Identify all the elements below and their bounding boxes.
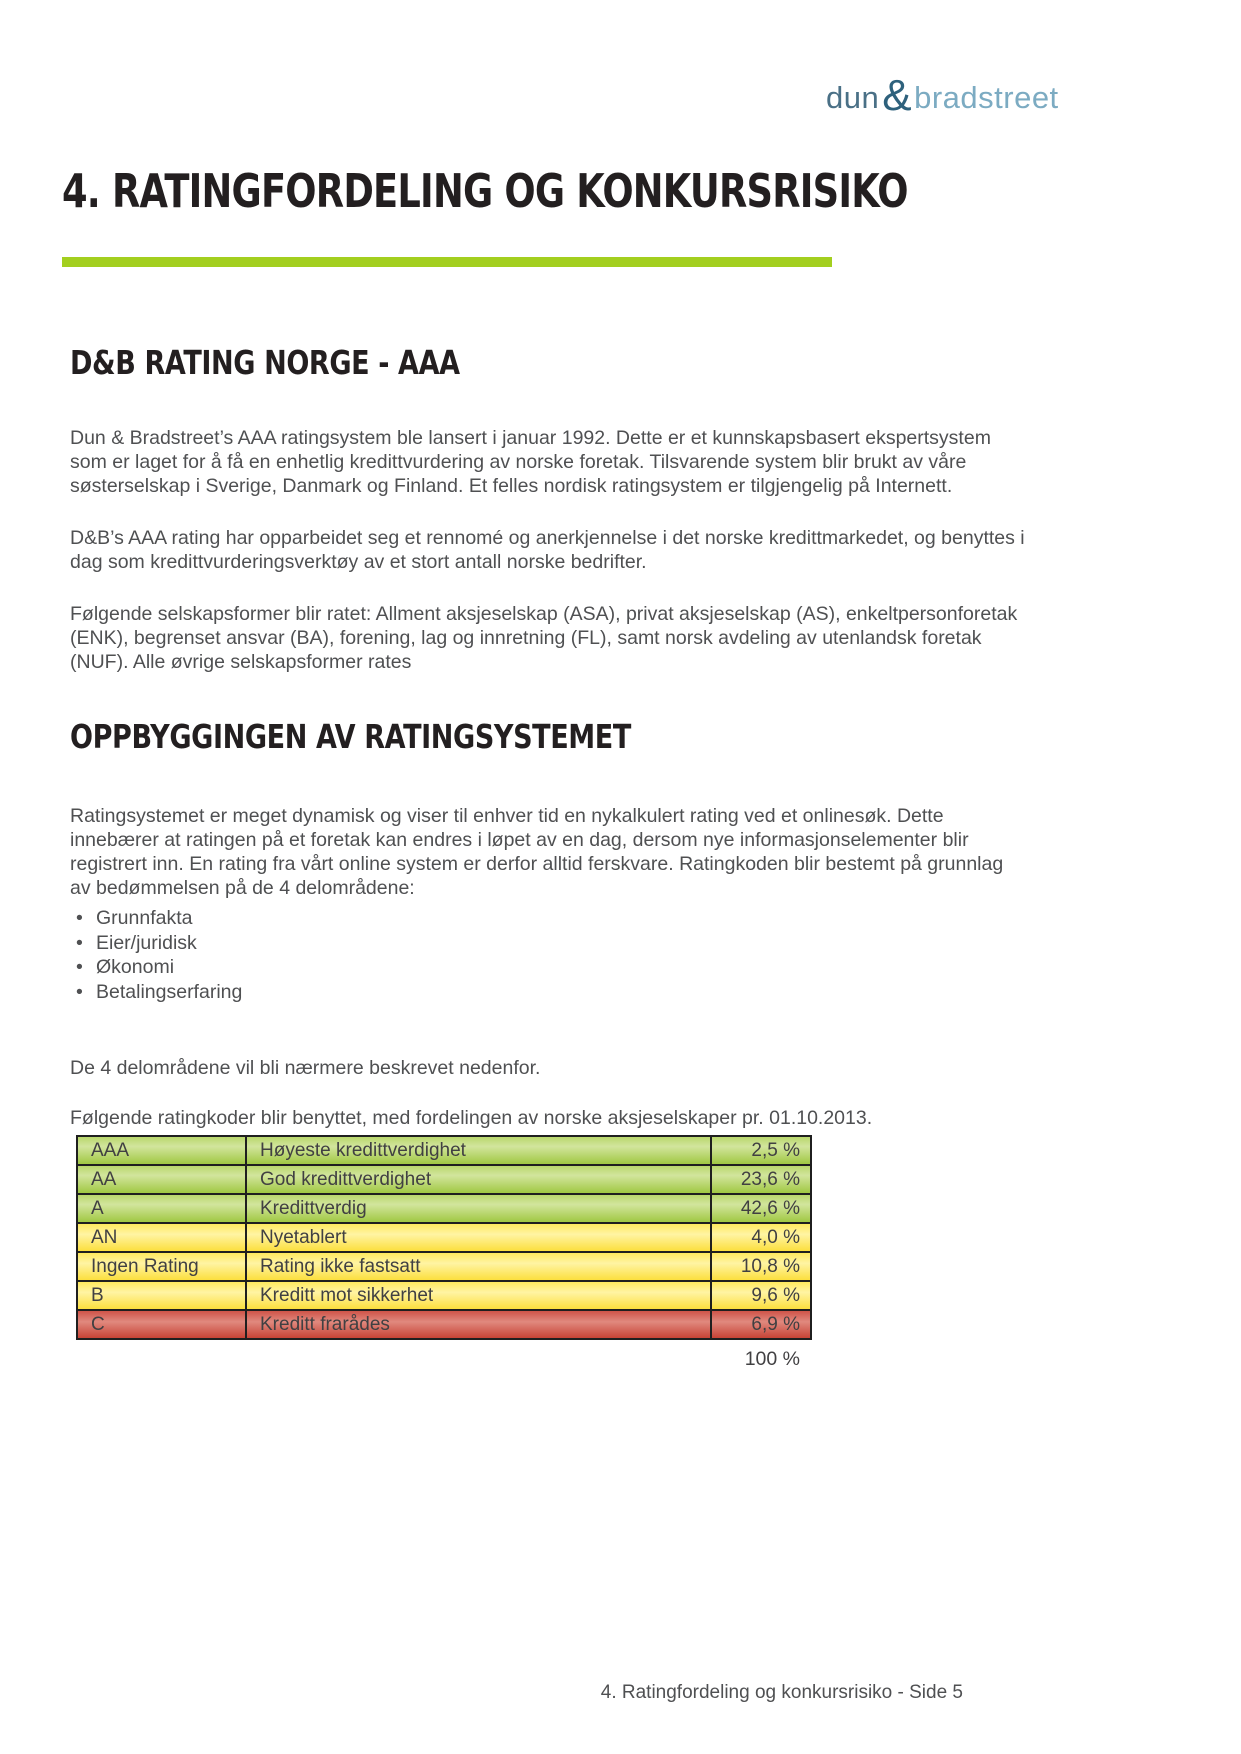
rating-description-cell: Nyetablert — [246, 1223, 711, 1252]
rating-share-cell: 2,5 % — [711, 1136, 811, 1165]
bullet-label: Grunnfakta — [96, 907, 193, 929]
table-row — [77, 1165, 811, 1194]
rating-share-cell: 9,6 % — [711, 1281, 811, 1310]
bullet-icon: • — [76, 981, 83, 1004]
list-item — [76, 906, 242, 931]
bullet-list — [76, 906, 242, 1005]
rating-description-cell: Kredittverdig — [246, 1194, 711, 1223]
rating-description-cell: Kreditt mot sikkerhet — [246, 1281, 711, 1310]
rating-share-cell: 10,8 % — [711, 1252, 811, 1281]
rating-code-cell: AAA — [77, 1136, 246, 1165]
rating-share-cell: 42,6 % — [711, 1194, 811, 1223]
table-row — [77, 1252, 811, 1281]
rating-code-cell: AN — [77, 1223, 246, 1252]
logo-word-bradstreet: bradstreet — [914, 80, 1059, 115]
rating-description-cell: Kreditt frarådes — [246, 1310, 711, 1339]
logo-word-dun: dun — [826, 80, 880, 115]
section-heading-ratingsystem: OPPBYGGINGEN AV RATINGSYSTEMET — [70, 717, 631, 756]
paragraph-system-dynamic: Ratingsystemet er meget dynamisk og viser til enhver tid en nykalkulert rating ved et onlinesøk. Dette innebærer at ratingen på et foretak kan endres i løpet av en dag, dersom nye informasjonselementer blir registrert inn. En rating fra vårt online system er derfor alltid ferskvare. Ratingkoden blir bestemt på grunnlag av bedømmelsen på de 4 delområdene: — [70, 804, 1004, 899]
ampersand-icon: & — [882, 71, 913, 120]
rating-description-cell: God kredittverdighet — [246, 1165, 711, 1194]
table-row — [77, 1223, 811, 1252]
paragraph-company-forms: Følgende selskapsformer blir ratet: Allment aksjeselskap (ASA), privat aksjeselskap (AS), enkeltpersonforetak (ENK), begrenset ansvar (BA), forening, lag og innretning (FL), samt norsk avdeling av utenlandsk foretak (NUF). Alle øvrige selskapsformer rates — [70, 602, 1018, 673]
rating-description-cell: Høyeste kredittverdighet — [246, 1136, 711, 1165]
bullet-icon: • — [76, 956, 83, 979]
table-row — [77, 1281, 811, 1310]
table-row — [77, 1310, 811, 1339]
page-title: 4. RATINGFORDELING OG KONKURSRISIKO — [62, 164, 908, 218]
rating-code-cell: C — [77, 1310, 246, 1339]
page-footer: 4. Ratingfordeling og konkursrisiko - Side 5 — [600, 1682, 963, 1703]
rating-code-cell: A — [77, 1194, 246, 1223]
paragraph-areas-note: De 4 delområdene vil bli nærmere beskrevet nedenfor. — [70, 1056, 541, 1079]
rating-code-cell: B — [77, 1281, 246, 1310]
list-item — [76, 980, 242, 1005]
table-row — [77, 1194, 811, 1223]
bullet-label: Betalingserfaring — [96, 981, 243, 1004]
rating-code-cell: Ingen Rating — [77, 1252, 246, 1281]
paragraph-rating-history: Dun & Bradstreet’s AAA ratingsystem ble lansert i januar 1992. Dette er et kunnskapsbasert ekspertsystem som er laget for å få en enhetlig kredittvurdering av norske foretak. Tilsvarende system blir brukt av våre søsterselskap i Sverige, Danmark og Finland. Et felles nordisk ratingsystem er tilgjengelig på Internett. — [70, 426, 991, 497]
title-accent-bar — [62, 257, 832, 267]
list-item — [76, 931, 242, 956]
section-heading-rating-norge: D&B RATING NORGE - AAA — [70, 343, 460, 382]
rating-code-cell: AA — [77, 1165, 246, 1194]
list-item — [76, 955, 242, 980]
bullet-icon: • — [76, 931, 83, 954]
bullet-icon: • — [76, 907, 83, 929]
bullet-label: Eier/juridisk — [96, 931, 197, 954]
rating-share-cell: 23,6 % — [711, 1165, 811, 1194]
rating-share-cell: 4,0 % — [711, 1223, 811, 1252]
paragraph-table-intro: Følgende ratingkoder blir benyttet, med fordelingen av norske aksjeselskaper pr. 01.10.2013. — [70, 1106, 873, 1129]
bullet-label: Økonomi — [96, 956, 175, 979]
table-total-percentage: 100 % — [744, 1348, 800, 1370]
table-row — [77, 1136, 811, 1165]
paragraph-rating-reputation: D&B’s AAA rating har opparbeidet seg et rennomé og anerkjennelse i det norske kredittmarkedet, og benyttes i dag som kredittvurderingsverktøy av et stort antall norske bedrifter. — [70, 526, 1025, 573]
dun-bradstreet-logo — [826, 71, 1059, 120]
rating-share-cell: 6,9 % — [711, 1310, 811, 1339]
rating-distribution-table — [76, 1135, 812, 1340]
rating-description-cell: Rating ikke fastsatt — [246, 1252, 711, 1281]
